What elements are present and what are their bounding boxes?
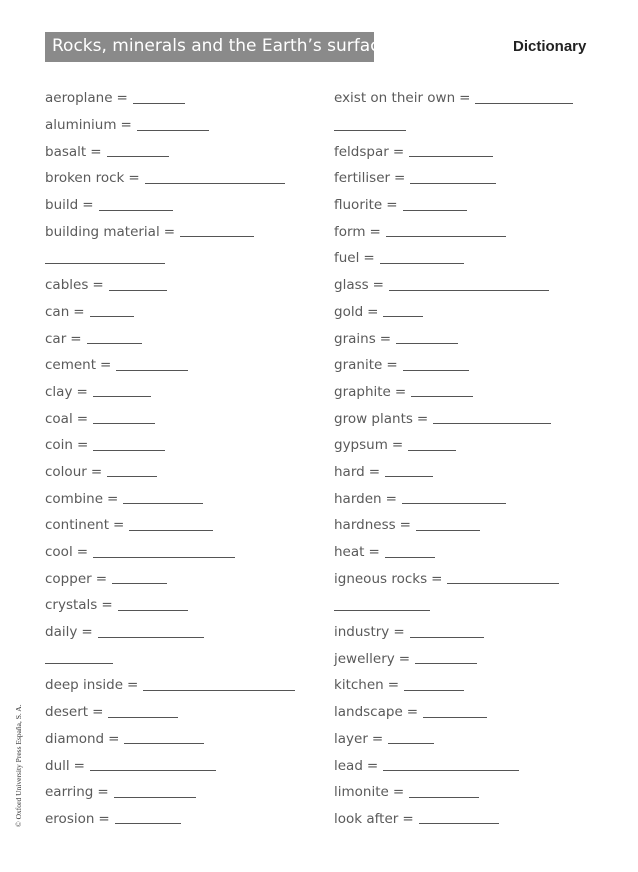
answer-blank-line[interactable] — [475, 103, 573, 104]
equals-sign: = — [391, 437, 404, 454]
equals-sign: = — [368, 463, 381, 480]
dictionary-entry — [334, 459, 594, 486]
entry-word: grains — [334, 330, 376, 347]
entry-word: crystals — [45, 597, 98, 614]
entry-word: can — [45, 303, 70, 320]
answer-blank-line[interactable] — [385, 557, 435, 558]
equals-sign: = — [392, 784, 405, 801]
dictionary-entry — [45, 699, 305, 726]
equals-sign: = — [82, 197, 94, 214]
dictionary-entry — [45, 485, 305, 512]
dictionary-entry — [45, 806, 305, 833]
equals-sign: = — [366, 757, 379, 774]
equals-sign: = — [386, 197, 398, 214]
dictionary-entry — [334, 565, 594, 592]
dictionary-entry — [45, 752, 305, 779]
entry-word: igneous rocks — [334, 570, 428, 587]
equals-sign: = — [394, 170, 406, 187]
answer-blank-line[interactable] — [118, 610, 188, 611]
answer-blank-line[interactable] — [133, 103, 185, 104]
dictionary-entry — [334, 138, 594, 165]
equals-sign: = — [399, 517, 411, 534]
answer-blank-line[interactable] — [408, 450, 456, 451]
equals-sign: = — [92, 704, 104, 721]
dictionary-entry — [334, 752, 594, 779]
dictionary-entry — [45, 112, 305, 139]
dictionary-entry — [334, 726, 594, 753]
equals-sign: = — [368, 544, 380, 561]
entry-word: hardness — [334, 517, 396, 534]
equals-sign: = — [98, 810, 110, 827]
entry-word: look after — [334, 810, 399, 827]
equals-sign: = — [81, 624, 93, 641]
dictionary-entry — [45, 325, 305, 352]
entry-word: copper — [45, 570, 92, 587]
answer-blank-line[interactable] — [90, 770, 216, 771]
dictionary-entry — [334, 619, 594, 646]
entry-word: cement — [45, 357, 97, 374]
answer-blank-line[interactable] — [93, 423, 155, 424]
answer-blank-line[interactable] — [409, 156, 493, 157]
dictionary-entry — [45, 379, 305, 406]
entry-word: aluminium — [45, 117, 117, 134]
equals-sign: = — [369, 223, 381, 240]
answer-blank-line[interactable] — [124, 743, 204, 744]
entry-word: form — [334, 223, 366, 240]
answer-blank-line[interactable] — [447, 583, 559, 584]
entry-word: fuel — [334, 250, 360, 267]
equals-sign: = — [372, 277, 384, 294]
equals-sign: = — [90, 463, 103, 480]
entry-word: jewellery — [334, 650, 395, 667]
dictionary-entry — [45, 645, 305, 672]
answer-blank-line[interactable] — [433, 423, 551, 424]
entry-word: glass — [334, 277, 369, 294]
dictionary-entry — [334, 539, 594, 566]
entry-word: cables — [45, 277, 89, 294]
copyright-notice: © Oxford University Press España, S. A. — [14, 704, 23, 827]
entry-word: colour — [45, 463, 87, 480]
equals-sign: = — [120, 117, 132, 134]
answer-blank-line[interactable] — [334, 610, 430, 611]
dictionary-entry — [45, 165, 305, 192]
dictionary-entry — [334, 485, 594, 512]
equals-sign: = — [73, 757, 85, 774]
equals-sign: = — [95, 570, 107, 587]
entry-word: gypsum — [334, 437, 388, 454]
entry-word: desert — [45, 704, 89, 721]
dictionary-entry — [334, 112, 594, 139]
answer-blank-line[interactable] — [334, 130, 406, 131]
entry-word: earring — [45, 784, 94, 801]
dictionary-entry — [334, 645, 594, 672]
answer-blank-line[interactable] — [388, 743, 434, 744]
equals-sign: = — [107, 490, 119, 507]
entry-word: combine — [45, 490, 104, 507]
equals-sign: = — [163, 223, 176, 240]
dictionary-entry — [334, 432, 594, 459]
entry-word: deep inside — [45, 677, 124, 694]
equals-sign: = — [387, 677, 400, 694]
dictionary-entry — [45, 85, 305, 112]
dictionary-entry — [45, 245, 305, 272]
dictionary-entry — [45, 592, 305, 619]
entry-word: exist on their own — [334, 90, 456, 107]
dictionary-entry — [45, 565, 305, 592]
answer-blank-line[interactable] — [385, 476, 433, 477]
dictionary-entry — [334, 672, 594, 699]
dictionary-entry — [45, 539, 305, 566]
entry-word: building material — [45, 223, 160, 240]
answer-blank-line[interactable] — [419, 823, 499, 824]
answer-blank-line[interactable] — [383, 316, 423, 317]
answer-blank-line[interactable] — [108, 717, 178, 718]
answer-blank-line[interactable] — [143, 690, 295, 691]
equals-sign: = — [371, 730, 384, 747]
equals-sign: = — [406, 704, 419, 721]
answer-blank-line[interactable] — [415, 663, 477, 664]
entry-word: landscape — [334, 704, 403, 721]
equals-sign: = — [97, 784, 109, 801]
dictionary-entry — [334, 806, 594, 833]
answer-blank-line[interactable] — [115, 823, 181, 824]
page-title: Rocks, minerals and the Earth’s surface — [52, 36, 390, 56]
dictionary-entry — [45, 405, 305, 432]
equals-sign: = — [363, 250, 375, 267]
dictionary-entry — [334, 192, 594, 219]
entry-word: aeroplane — [45, 90, 113, 107]
answer-blank-line[interactable] — [98, 637, 204, 638]
equals-sign: = — [385, 490, 397, 507]
answer-blank-line[interactable] — [145, 183, 285, 184]
entry-word: lead — [334, 757, 363, 774]
equals-sign: = — [127, 677, 139, 694]
title-banner — [45, 32, 390, 62]
answer-blank-line[interactable] — [386, 236, 506, 237]
entry-word: continent — [45, 517, 109, 534]
dictionary-entry — [334, 245, 594, 272]
equals-sign: = — [402, 810, 414, 827]
entry-word: heat — [334, 544, 365, 561]
equals-sign: = — [398, 650, 411, 667]
answer-blank-line[interactable] — [410, 637, 484, 638]
entry-word: fertiliser — [334, 170, 391, 187]
dictionary-entry — [334, 405, 594, 432]
equals-sign: = — [379, 330, 392, 347]
equals-sign: = — [394, 383, 407, 400]
equals-sign: = — [108, 730, 120, 747]
entry-word: feldspar — [334, 143, 389, 160]
entry-word: erosion — [45, 810, 95, 827]
dictionary-entry — [45, 512, 305, 539]
dictionary-entry — [45, 192, 305, 219]
entry-word: graphite — [334, 383, 391, 400]
dictionary-entry — [45, 218, 305, 245]
entry-word: dull — [45, 757, 70, 774]
answer-blank-line[interactable] — [99, 210, 173, 211]
answer-blank-line[interactable] — [411, 396, 473, 397]
dictionary-entry — [45, 432, 305, 459]
answer-blank-line[interactable] — [107, 156, 169, 157]
dictionary-entry — [334, 165, 594, 192]
answer-blank-line[interactable] — [93, 557, 235, 558]
equals-sign: = — [73, 303, 85, 320]
dictionary-entry — [334, 325, 594, 352]
equals-sign: = — [386, 357, 398, 374]
answer-blank-line[interactable] — [383, 770, 519, 771]
answer-blank-line[interactable] — [137, 130, 209, 131]
answer-blank-line[interactable] — [180, 236, 254, 237]
answer-blank-line[interactable] — [112, 583, 167, 584]
dictionary-entry — [45, 726, 305, 753]
answer-blank-line[interactable] — [410, 183, 496, 184]
dictionary-entry — [334, 379, 594, 406]
equals-sign: = — [128, 170, 140, 187]
entry-word: cool — [45, 544, 73, 561]
equals-sign: = — [101, 597, 113, 614]
equals-sign: = — [100, 357, 112, 374]
answer-blank-line[interactable] — [87, 343, 142, 344]
entry-word: broken rock — [45, 170, 125, 187]
entry-word: kitchen — [334, 677, 384, 694]
dictionary-entry — [334, 512, 594, 539]
answer-blank-line[interactable] — [93, 450, 165, 451]
entry-word: hard — [334, 463, 365, 480]
equals-sign: = — [431, 570, 443, 587]
equals-sign: = — [90, 143, 102, 160]
section-label: Dictionary — [513, 38, 587, 55]
dictionary-entry — [334, 85, 594, 112]
answer-blank-line[interactable] — [45, 263, 165, 264]
equals-sign: = — [392, 143, 405, 160]
answer-blank-line[interactable] — [389, 290, 549, 291]
answer-blank-line[interactable] — [129, 530, 213, 531]
answer-blank-line[interactable] — [109, 290, 167, 291]
answer-blank-line[interactable] — [404, 690, 464, 691]
answer-blank-line[interactable] — [380, 263, 464, 264]
entry-word: fluorite — [334, 197, 383, 214]
equals-sign: = — [459, 90, 471, 107]
dictionary-entry — [334, 218, 594, 245]
dictionary-entry — [45, 352, 305, 379]
answer-blank-line[interactable] — [423, 717, 487, 718]
dictionary-entry — [334, 592, 594, 619]
equals-sign: = — [77, 437, 89, 454]
entry-word: limonite — [334, 784, 389, 801]
entry-word: harden — [334, 490, 382, 507]
dictionary-entry — [45, 619, 305, 646]
equals-sign: = — [92, 277, 104, 294]
answer-blank-line[interactable] — [45, 663, 113, 664]
answer-blank-line[interactable] — [402, 503, 506, 504]
answer-blank-line[interactable] — [396, 343, 458, 344]
answer-blank-line[interactable] — [107, 476, 157, 477]
answer-blank-line[interactable] — [409, 797, 479, 798]
equals-sign: = — [393, 624, 405, 641]
entry-word: daily — [45, 624, 78, 641]
equals-sign: = — [76, 383, 88, 400]
entry-word: coal — [45, 410, 73, 427]
dictionary-entry — [334, 272, 594, 299]
dictionary-entry — [45, 299, 305, 326]
entry-word: industry — [334, 624, 390, 641]
dictionary-entry — [45, 459, 305, 486]
equals-sign: = — [76, 410, 89, 427]
left-word-column — [45, 85, 305, 832]
dictionary-entry — [334, 299, 594, 326]
entry-word: granite — [334, 357, 383, 374]
answer-blank-line[interactable] — [123, 503, 203, 504]
dictionary-entry — [45, 272, 305, 299]
entry-word: gold — [334, 303, 364, 320]
entry-word: grow plants — [334, 410, 413, 427]
dictionary-entry — [334, 352, 594, 379]
answer-blank-line[interactable] — [90, 316, 134, 317]
equals-sign: = — [76, 544, 89, 561]
answer-blank-line[interactable] — [116, 370, 188, 371]
equals-sign: = — [367, 303, 379, 320]
answer-blank-line[interactable] — [114, 797, 196, 798]
dictionary-entry — [334, 779, 594, 806]
entry-word: diamond — [45, 730, 105, 747]
answer-blank-line[interactable] — [93, 396, 151, 397]
entry-word: basalt — [45, 143, 87, 160]
dictionary-entry — [334, 699, 594, 726]
equals-sign: = — [416, 410, 429, 427]
dictionary-entry — [45, 672, 305, 699]
entry-word: clay — [45, 383, 73, 400]
equals-sign: = — [70, 330, 82, 347]
right-word-column — [334, 85, 594, 832]
equals-sign: = — [113, 517, 125, 534]
answer-blank-line[interactable] — [403, 370, 469, 371]
equals-sign: = — [116, 90, 128, 107]
answer-blank-line[interactable] — [403, 210, 467, 211]
answer-blank-line[interactable] — [416, 530, 480, 531]
dictionary-entry — [45, 138, 305, 165]
entry-word: build — [45, 197, 79, 214]
entry-word: coin — [45, 437, 73, 454]
entry-word: car — [45, 330, 67, 347]
entry-word: layer — [334, 730, 368, 747]
dictionary-entry — [45, 779, 305, 806]
